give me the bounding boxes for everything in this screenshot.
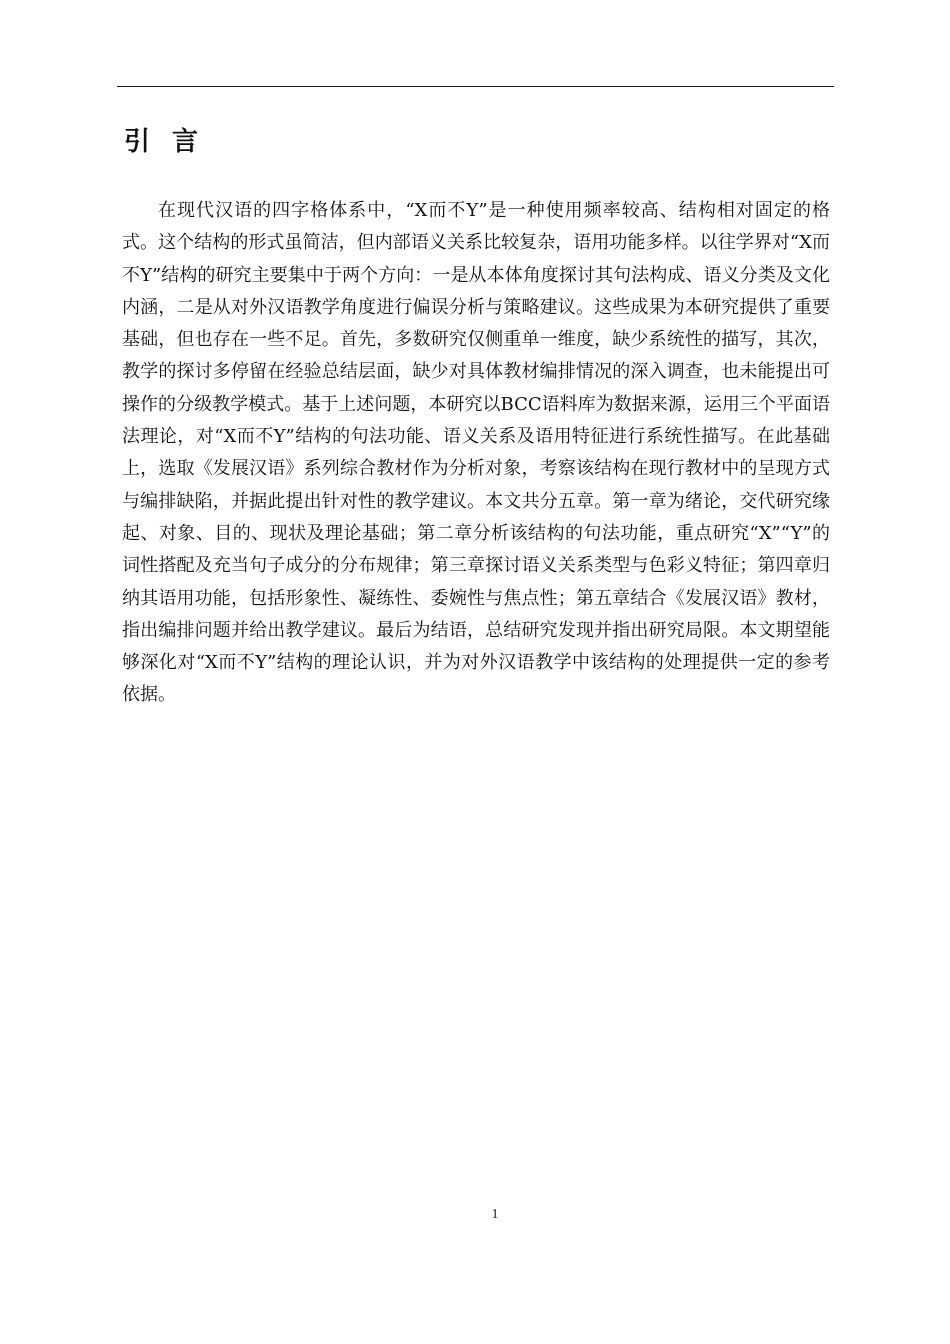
- body-paragraph: 在现代汉语的四字格体系中，“X而不Y”是一种使用频率较高、结构相对固定的格式。这个结构的形式虽简洁，但内部语义关系比较复杂，语用功能多样。以往学界对“X而不Y”结构的研究主要集中于两个方向：一是从本体角度探讨其句法构成、语义分类及文化内涵，二是从对外汉语教学角度进行偏误分析与策略建议。这些成果为本研究提供了重要基础，但也存在一些不足。首先，多数研究仅侧重单一维度，缺少系统性的描写，其次，教学的探讨多停留在经验总结层面，缺少对具体教材编排情况的深入调查，也未能提出可操作的分级教学模式。基于上述问题，本研究以BCC语料库为数据来源，运用三个平面语法理论，对“X而不Y”结构的句法功能、语义关系及语用特征进行系统性描写。在此基础上，选取《发展汉语》系列综合教材作为分析对象，考察该结构在现行教材中的呈现方式与编排缺陷，并据此提出针对性的教学建议。本文共分五章。第一章为绪论，交代研究缘起、对象、目的、现状及理论基础；第二章分析该结构的句法功能，重点研究“X”“Y”的词性搭配及充当句子成分的分布规律；第三章探讨语义关系类型与色彩义特征；第四章归纳其语用功能，包括形象性、凝练性、委婉性与焦点性；第五章结合《发展汉语》教材，指出编排问题并给出教学建议。最后为结语，总结研究发现并指出研究局限。本文期望能够深化对“X而不Y”结构的理论认识，并为对外汉语教学中该结构的处理提供一定的参考依据。: [122, 200, 830, 706]
- header-rule: [117, 86, 834, 87]
- section-title: 引言: [124, 127, 221, 157]
- page-number: 1: [491, 1207, 499, 1222]
